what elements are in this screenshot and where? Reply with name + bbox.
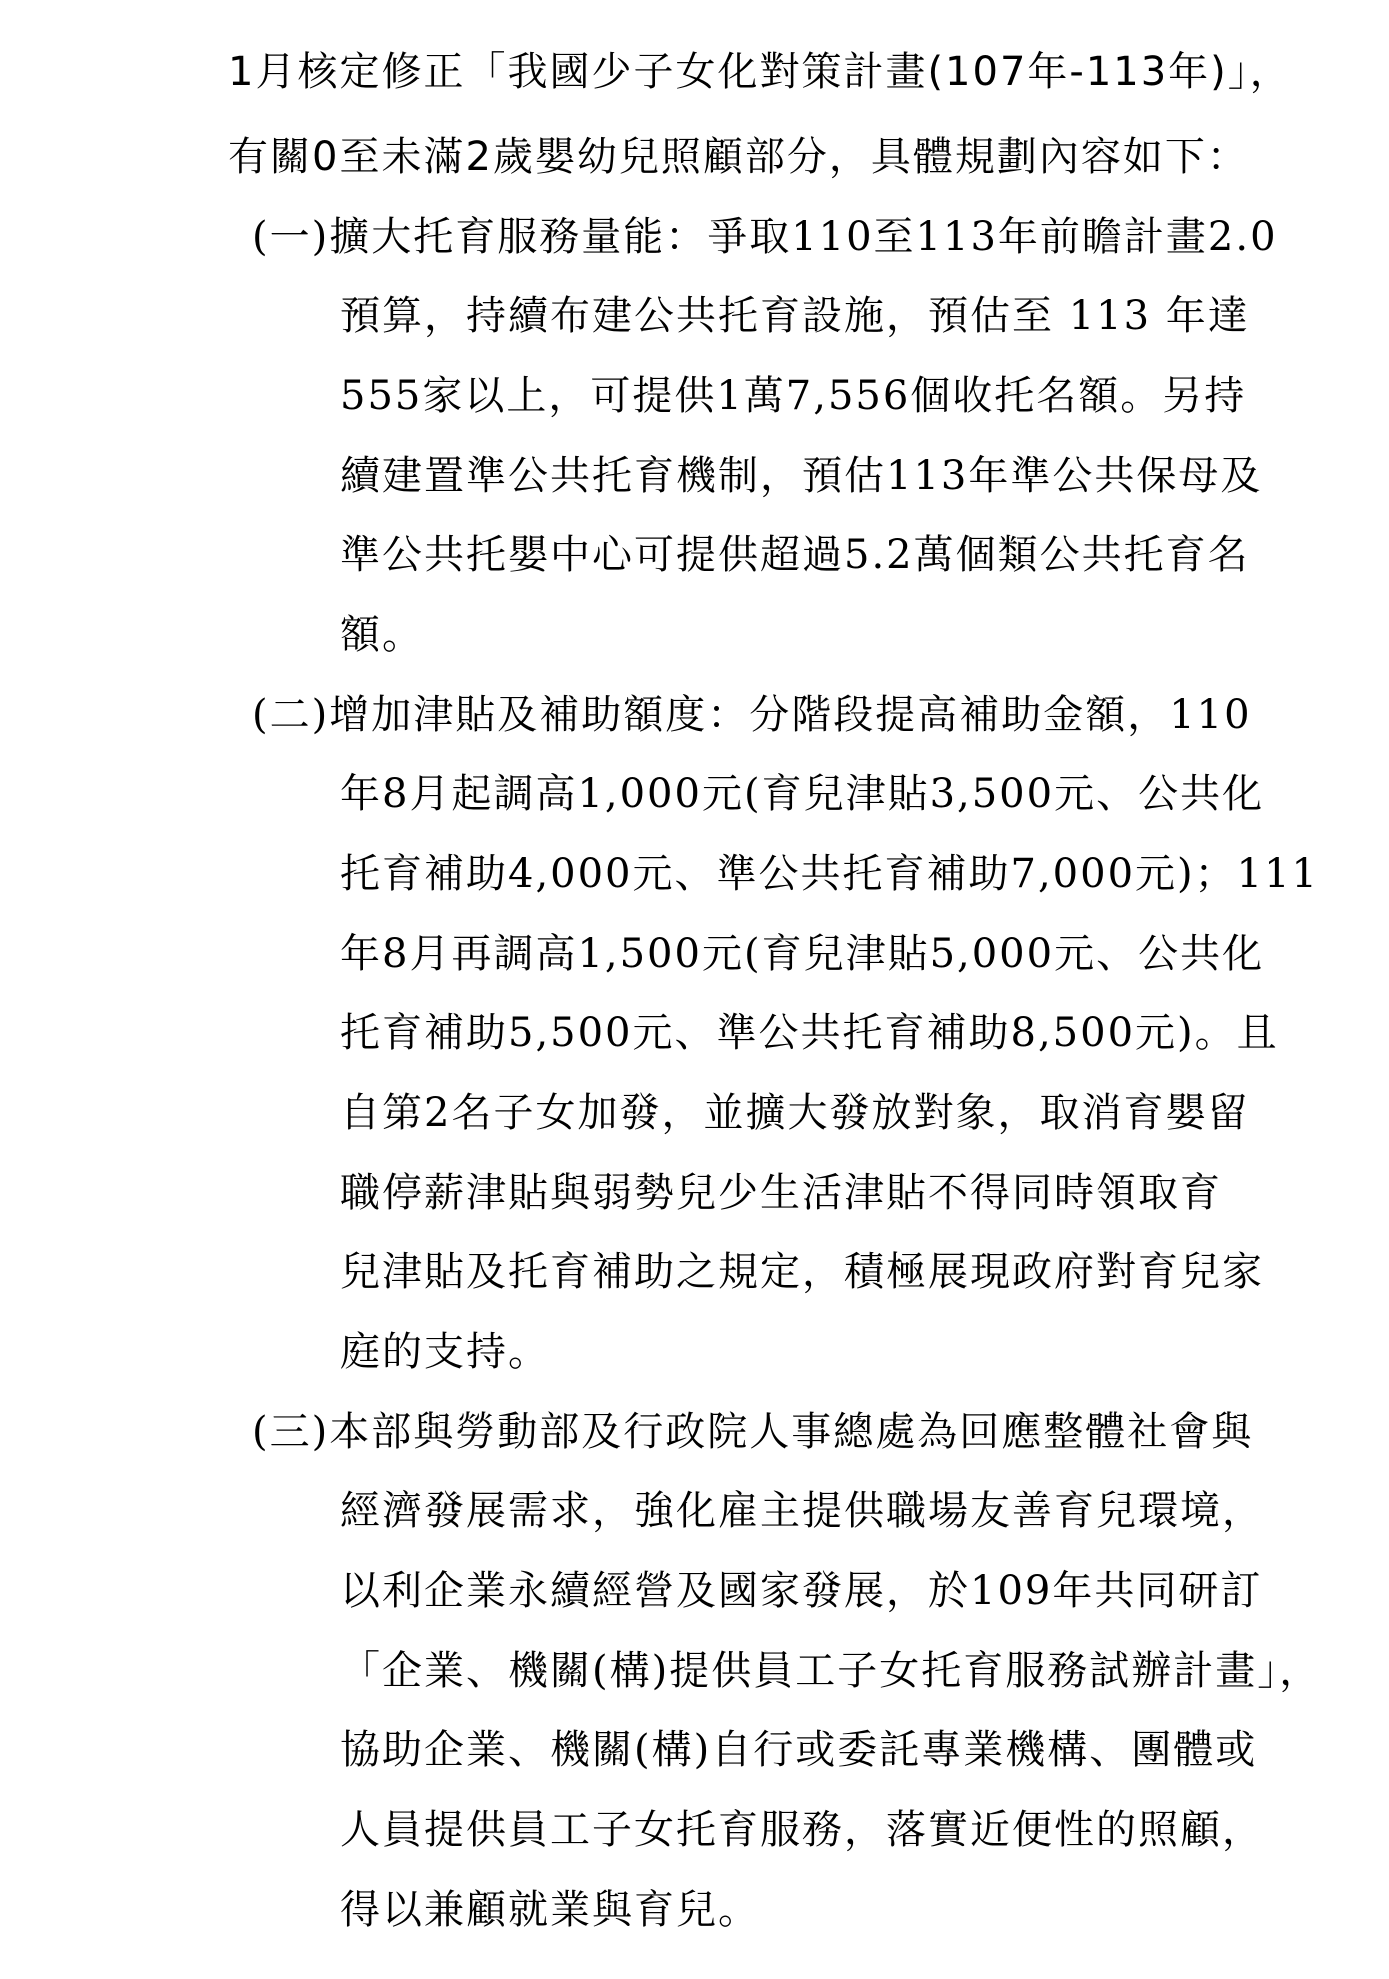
item-2-line: 年8月再調高1,500元(育兒津貼5,000元、公共化 [340, 931, 1265, 977]
item-3-line: 人員提供員工子女托育服務，落實近便性的照顧， [340, 1807, 1264, 1853]
item-1-heading: (一)擴大托育服務量能：爭取110至113年前瞻計畫2.0 [252, 214, 1278, 260]
item-3-line: 得以兼顧就業與育兒。 [340, 1887, 760, 1933]
item-3-heading: (三)本部與勞動部及行政院人事總處為回應整體社會與 [252, 1409, 1254, 1455]
item-2-line: 兒津貼及托育補助之規定，積極展現政府對育兒家 [340, 1249, 1264, 1295]
item-2-line: 托育補助5,500元、準公共托育補助8,500元)。且 [340, 1010, 1279, 1056]
item-3-line: 協助企業、機關(構)自行或委託專業機構、團體或 [340, 1727, 1258, 1773]
intro-line-1: 1月核定修正「我國少子女化對策計畫(107年-113年)」， [228, 49, 1292, 95]
item-2-line: 職停薪津貼與弱勢兒少生活津貼不得同時領取育 [340, 1170, 1222, 1216]
item-1-line: 額。 [340, 612, 424, 658]
item-3-line: 以利企業永續經營及國家發展，於109年共同研訂 [340, 1568, 1263, 1614]
item-2-line: 年8月起調高1,000元(育兒津貼3,500元、公共化 [340, 771, 1265, 817]
item-2-line: 庭的支持。 [340, 1329, 550, 1375]
item-2-heading: (二)增加津貼及補助額度：分階段提高補助金額，110 [252, 692, 1252, 738]
item-3-line: 經濟發展需求，強化雇主提供職場友善育兒環境， [340, 1488, 1264, 1534]
item-1-line: 準公共托嬰中心可提供超過5.2萬個類公共托育名 [340, 532, 1250, 578]
item-1-line: 預算，持續布建公共托育設施，預估至 113 年達 [340, 293, 1250, 339]
item-2-line: 自第2名子女加發，並擴大發放對象，取消育嬰留 [340, 1090, 1250, 1136]
item-3-line: 「企業、機關(構)提供員工子女托育服務試辦計畫」， [340, 1648, 1322, 1694]
item-1-line: 555家以上，可提供1萬7,556個收托名額。另持 [340, 373, 1247, 419]
item-2-line: 托育補助4,000元、準公共托育補助7,000元)；111 [340, 851, 1319, 897]
item-1-line: 續建置準公共托育機制，預估113年準公共保母及 [340, 453, 1263, 499]
intro-line-2: 有關0至未滿2歲嬰幼兒照顧部分，具體規劃內容如下： [228, 134, 1249, 180]
